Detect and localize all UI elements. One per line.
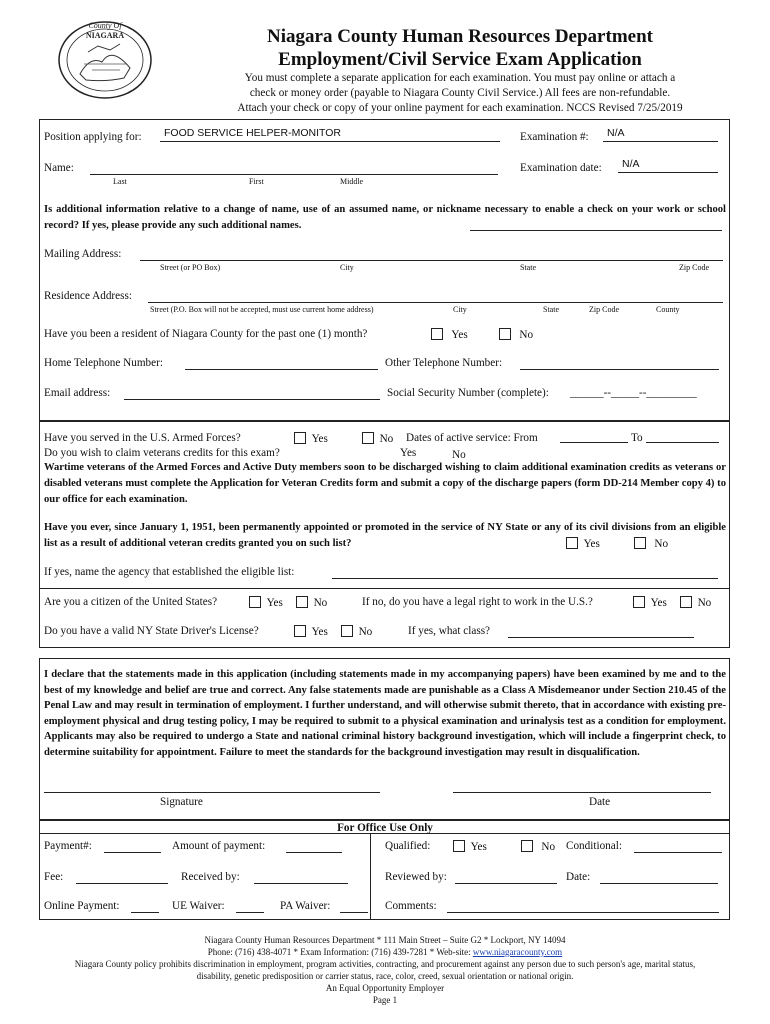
other-phone-field[interactable]: [520, 357, 719, 370]
qualified-yes-checkbox[interactable]: [453, 840, 465, 852]
online-payment-label: Online Payment:: [44, 900, 120, 912]
office-date-label: Date:: [566, 871, 591, 883]
residence-address-field[interactable]: [148, 290, 723, 303]
footer-contact: [0, 946, 770, 958]
license-yes-checkbox[interactable]: [294, 625, 306, 637]
position-value: FOOD SERVICE HELPER-MONITOR: [164, 127, 341, 139]
reviewed-by-label: Reviewed by:: [385, 871, 447, 883]
exam-date-value: N/A: [622, 158, 640, 170]
footer-policy-line2: disability, genetic predisposition or carrier status, race, color, creed, sexual orientation or national origin.: [196, 971, 574, 981]
qualified-no-option[interactable]: [521, 840, 555, 853]
email-field[interactable]: [124, 387, 380, 400]
reviewed-by-field[interactable]: [455, 871, 557, 884]
residence-sub-zip: Zip Code: [589, 305, 619, 314]
served-no-label: No: [379, 433, 394, 445]
qualified-yes-option[interactable]: [453, 840, 487, 853]
footer-phones: Phone: (716) 438-4071 * Exam Information: (716) 439-7281 * Web-site:: [207, 947, 473, 957]
exam-date-field[interactable]: [618, 160, 718, 173]
residence-sub-state: State: [543, 305, 559, 314]
claim-yes-option[interactable]: Yes: [400, 447, 417, 459]
citizen-no-checkbox[interactable]: [296, 596, 308, 608]
mailing-sub-street: Street (or PO Box): [160, 263, 221, 272]
legal-yes-label: Yes: [650, 597, 667, 609]
citizen-yes-option[interactable]: [249, 596, 283, 609]
footer-policy-line1: Niagara County policy prohibits discrimination in employment, program activities, contracting, and procurement against any person due to such person's age, marital status,: [74, 959, 696, 969]
received-by-label: Received by:: [181, 871, 240, 883]
served-yes-checkbox[interactable]: [294, 432, 306, 444]
license-no-label: No: [358, 626, 373, 638]
license-no-option[interactable]: [341, 625, 372, 638]
citizen-no-label: No: [313, 597, 328, 609]
ssn-label: Social Security Number (complete):: [387, 387, 549, 399]
pa-waiver-field[interactable]: [340, 900, 368, 913]
office-use-heading: For Office Use Only: [337, 822, 433, 834]
served-no-checkbox[interactable]: [362, 432, 374, 444]
signature-date-field[interactable]: [453, 780, 711, 793]
residence-sub-street: Street (P.O. Box will not be accepted, must use current home address): [150, 305, 374, 314]
amount-label: Amount of payment:: [172, 840, 266, 852]
appointed-no-label: No: [654, 538, 669, 550]
appointed-no-checkbox[interactable]: [634, 537, 646, 549]
residence-address-label: Residence Address:: [44, 290, 132, 302]
legal-yes-option[interactable]: [633, 596, 667, 609]
name-sub-middle: Middle: [340, 177, 364, 186]
license-yes-label: Yes: [311, 626, 328, 638]
exam-date-label: Examination date:: [520, 162, 602, 174]
citizen-yes-checkbox[interactable]: [249, 596, 261, 608]
active-to-field[interactable]: [646, 430, 719, 443]
mailing-sub-state: State: [520, 263, 536, 272]
home-phone-field[interactable]: [185, 357, 378, 370]
footer-eoe: An Equal Opportunity Employer: [325, 983, 445, 993]
residence-sub-city: City: [453, 305, 467, 314]
license-no-checkbox[interactable]: [341, 625, 353, 637]
home-phone-label: Home Telephone Number:: [44, 357, 163, 369]
exam-number-field[interactable]: [603, 129, 718, 142]
svg-text:County Of: County Of: [88, 21, 122, 30]
exam-number-value: N/A: [607, 127, 625, 139]
served-yes-option[interactable]: [294, 432, 328, 445]
veteran-appointment-question: Have you ever, since January 1, 1951, been permanently appointed or promoted in the service of NY State or any of its civil divisions from an eligible list as a result of additional veteran credits granted you on such list?: [44, 522, 726, 549]
mailing-sub-city: City: [340, 263, 354, 272]
received-by-field[interactable]: [254, 871, 348, 884]
served-question: Have you served in the U.S. Armed Forces?: [44, 432, 241, 444]
mailing-address-label: Mailing Address:: [44, 248, 122, 260]
license-question: Do you have a valid NY State Driver's License?: [44, 625, 259, 637]
form-title-line2: Employment/Civil Service Exam Application: [278, 49, 642, 70]
served-yes-label: Yes: [311, 433, 328, 445]
qualified-label: Qualified:: [385, 840, 431, 852]
mailing-address-field[interactable]: [140, 248, 723, 261]
active-dates-label: Dates of active service: From: [406, 432, 538, 444]
wartime-veterans-notice: Wartime veterans of the Armed Forces and Active Duty members soon to be discharged wishing to claim additional examination credits as veterans or disabled veterans must complete the Application for Veteran Credits form and submit a copy of the discharge papers (form DD-214 Member copy 4) to our office for each examination.: [44, 462, 726, 505]
comments-label: Comments:: [385, 900, 437, 912]
resident-no-label: No: [519, 329, 534, 341]
payment-number-field[interactable]: [104, 840, 161, 853]
legal-right-question: If no, do you have a legal right to work in the U.S.?: [362, 596, 593, 608]
license-class-field[interactable]: [508, 625, 694, 638]
intro-line1: You must complete a separate application for each examination. You must pay online or attach a: [244, 72, 676, 84]
online-payment-field[interactable]: [131, 900, 159, 913]
mailing-sub-zip: Zip Code: [679, 263, 709, 272]
exam-number-label: Examination #:: [520, 131, 589, 143]
fee-field[interactable]: [76, 871, 168, 884]
resident-yes-checkbox[interactable]: [431, 328, 443, 340]
license-yes-option[interactable]: [294, 625, 328, 638]
license-class-label: If yes, what class?: [408, 625, 491, 637]
legal-no-label: No: [697, 597, 712, 609]
ue-waiver-label: UE Waiver:: [172, 900, 225, 912]
resident-question: Have you been a resident of Niagara County for the past one (1) month?: [44, 328, 368, 340]
conditional-label: Conditional:: [566, 840, 622, 852]
agency-label: If yes, name the agency that established the eligible list:: [44, 566, 295, 578]
appointed-yes-option[interactable]: [566, 537, 600, 550]
intro-line2: check or money order (payable to Niagara County Civil Service.) All fees are non-refundable.: [249, 87, 671, 99]
claim-no-option[interactable]: No: [452, 449, 466, 461]
footer-address: Niagara County Human Resources Department * 111 Main Street – Suite G2 * Lockport, NY 14094: [204, 935, 566, 945]
residence-sub-county: County: [656, 305, 680, 314]
resident-no-option[interactable]: [499, 328, 533, 341]
resident-yes-option[interactable]: [431, 328, 468, 341]
svg-text:NIAGARA: NIAGARA: [85, 31, 125, 40]
declaration-text: I declare that the statements made in this application (including statements made in my accompanying papers) have been examined by me and to the best of my knowledge and belief are true and correct. Any false statements made are punishable as a Class A Misdemeanor under Section 210.45 of the Penal Law and may result in termination of employment. I further understand, and will otherwise submit thereto, that in accordance with existing pre-employment physical and drug testing policy, I may be required to submit to a physical examination and urinalysis test as a condition for employment. Applicants may also be required to undergo a State and national criminal history background investigation, which will include a fingerprint check, to determine suitability for appointment. Failure to meet the standards for the background investigation may result in disqualification.: [44, 669, 726, 758]
resident-yes-label: Yes: [451, 329, 468, 341]
name-sub-first: First: [249, 177, 264, 186]
county-seal-logo: [54, 16, 156, 100]
name-label: Name:: [44, 162, 74, 174]
fee-label: Fee:: [44, 871, 64, 883]
ue-waiver-field[interactable]: [236, 900, 264, 913]
intro-line3: Attach your check or copy of your online payment for each examination. NCCS Revised 7/25/2019: [237, 102, 683, 114]
signature-field[interactable]: [44, 780, 380, 793]
qualified-no-label: No: [541, 841, 556, 853]
other-names-field[interactable]: [470, 218, 722, 231]
resident-no-checkbox[interactable]: [499, 328, 511, 340]
citizen-question: Are you a citizen of the United States?: [44, 596, 218, 608]
signature-label: Signature: [160, 796, 203, 808]
served-no-option[interactable]: [362, 432, 393, 445]
amount-field[interactable]: [286, 840, 342, 853]
page-number: Page 1: [372, 995, 398, 1005]
citizen-no-option[interactable]: [296, 596, 327, 609]
legal-no-checkbox[interactable]: [680, 596, 692, 608]
divider: [370, 833, 371, 920]
form-title-line1: Niagara County Human Resources Department: [267, 26, 653, 47]
appointed-yes-label: Yes: [583, 538, 600, 550]
signature-date-label: Date: [589, 796, 611, 808]
pa-waiver-label: PA Waiver:: [280, 900, 331, 912]
name-sub-last: Last: [113, 177, 127, 186]
citizen-yes-label: Yes: [266, 597, 283, 609]
appointed-yes-checkbox[interactable]: [566, 537, 578, 549]
legal-no-option[interactable]: [680, 596, 711, 609]
agency-field[interactable]: [332, 566, 718, 579]
other-phone-label: Other Telephone Number:: [385, 357, 503, 369]
active-from-field[interactable]: [560, 430, 628, 443]
conditional-field[interactable]: [634, 840, 722, 853]
active-to-label: To: [631, 432, 643, 444]
position-field[interactable]: [160, 129, 500, 142]
comments-field[interactable]: [447, 900, 719, 913]
legal-yes-checkbox[interactable]: [633, 596, 645, 608]
qualified-no-checkbox[interactable]: [521, 840, 533, 852]
qualified-yes-label: Yes: [470, 841, 487, 853]
position-label: Position applying for:: [44, 131, 142, 143]
name-change-question: Is additional information relative to a change of name, use of an assumed name, or nickname necessary to enable a check on your work or school record? If yes, please provide any such additional names.: [44, 204, 726, 231]
ssn-field[interactable]: ______--_____--_________: [570, 387, 697, 399]
website-link[interactable]: www.niagaracounty.com: [472, 947, 563, 957]
divider: [39, 588, 730, 589]
email-label: Email address:: [44, 387, 111, 399]
appointed-no-option[interactable]: [634, 537, 668, 550]
payment-number-label: Payment#:: [44, 840, 92, 852]
claim-credits-question: Do you wish to claim veterans credits for this exam?: [44, 447, 280, 459]
name-field[interactable]: [90, 162, 498, 175]
office-date-field[interactable]: [600, 871, 718, 884]
